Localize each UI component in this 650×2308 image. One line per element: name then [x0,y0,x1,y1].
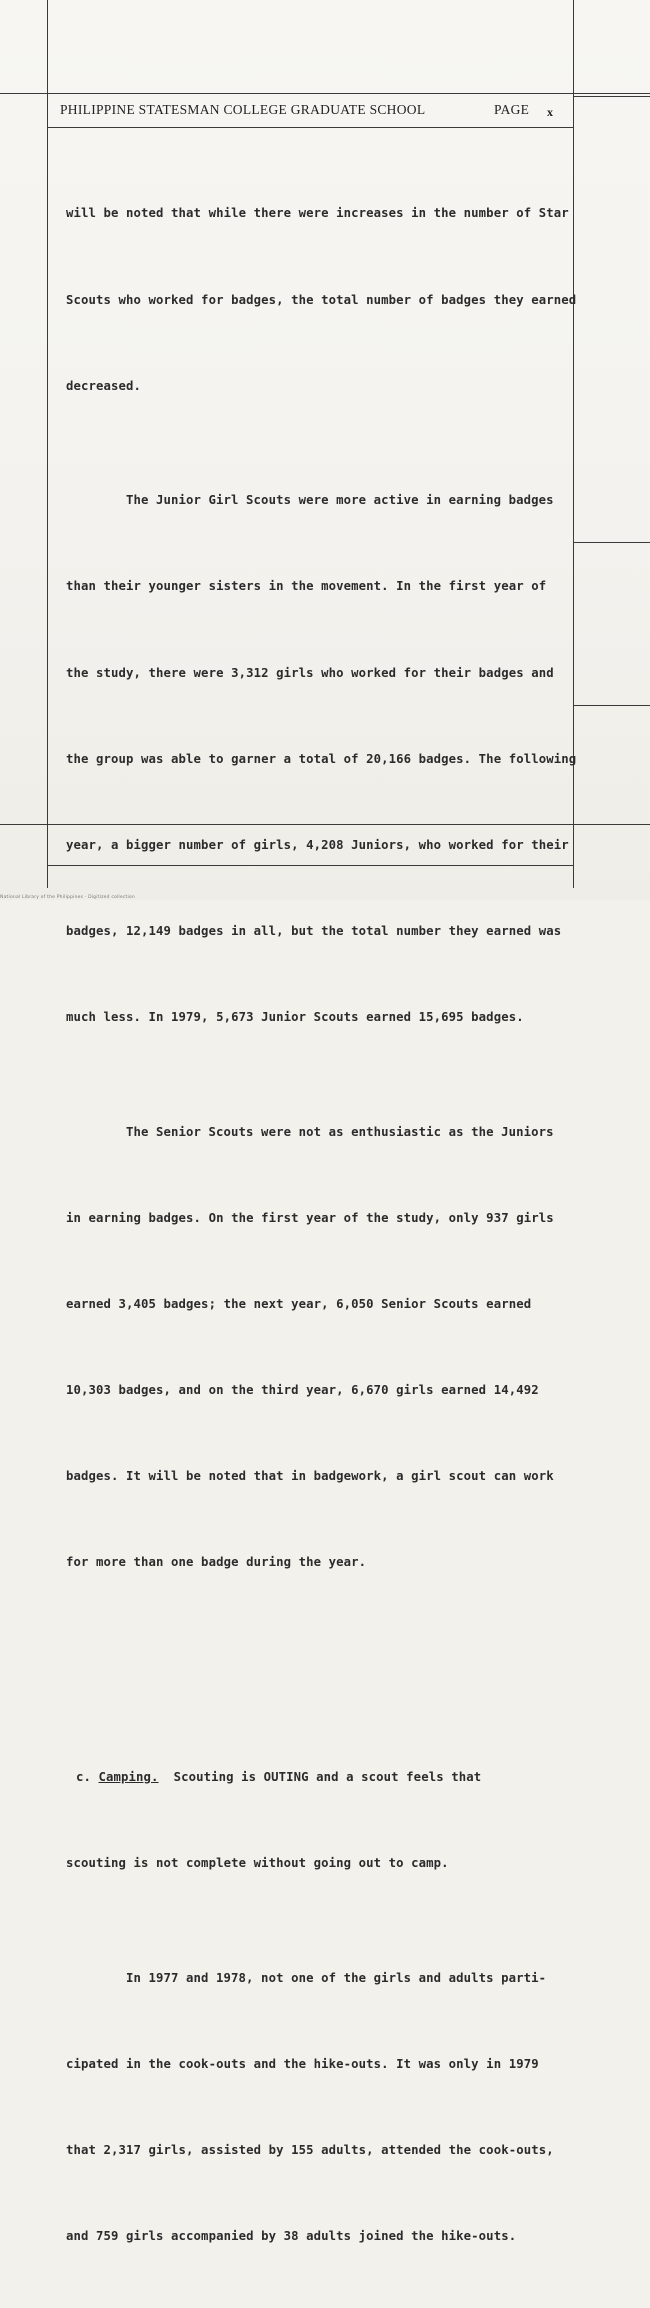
text-line: for more than one badge during the year. [66,1555,367,1570]
scan-footer-caption: National Library of the Philippines · Digitized collection [0,895,135,900]
text-line: The Senior Scouts were not as enthusiastic as the Juniors [126,1124,554,1139]
text-line: that 2,317 girls, assisted by 155 adults, attended the cook-outs, [66,2143,554,2158]
text-line: Scouts who worked for badges, the total number of badges they earned [66,292,577,307]
section-c-title: Camping. [98,1770,159,1785]
text-line: earned 3,405 badges; the next year, 6,050 Senior Scouts earned [66,1296,532,1311]
text-line: year, a bigger number of girls, 4,208 Juniors, who worked for their [66,837,569,852]
body-text [66,142,586,2308]
text-line: than their younger sisters in the movement. In the first year of [66,579,547,594]
page-number: x [547,105,554,119]
text-line: the group was able to garner a total of 20,166 badges. The following [66,751,577,766]
text-line: the study, there were 3,312 girls who worked for their badges and [66,665,554,680]
text-line: decreased. [66,378,142,393]
paragraph-gap [66,1663,586,1677]
left-margin-rule [47,0,48,888]
text-line: scouting is not complete without going out to camp. [66,1856,449,1871]
text-line: badges. It will be noted that in badgework, a girl scout can work [66,1469,554,1484]
text-line: 10,303 badges, and on the third year, 6,670 girls earned 14,492 [66,1383,539,1398]
school-name: PHILIPPINE STATESMAN COLLEGE GRADUATE SCHOOL [60,102,426,117]
text-line: will be noted that while there were increases in the number of Star [66,206,569,221]
text-line: much less. In 1979, 5,673 Junior Scouts earned 15,695 badges. [66,1009,524,1024]
text-line: badges, 12,149 badges in all, but the total number they earned was [66,923,562,938]
text-line: The Junior Girl Scouts were more active in earning badges [126,493,554,508]
section-c-heading [66,1763,586,1792]
page-header [60,102,560,122]
text-line: In 1977 and 1978, not one of the girls and adults parti- [126,1971,547,1986]
text-line: in earning badges. On the first year of the study, only 937 girls [66,1210,554,1225]
top-rule-inner [47,127,574,128]
right-margin-rule-1 [573,96,650,97]
top-rule-outer [0,93,650,94]
section-c-marker: c. [76,1770,92,1785]
page-label: PAGE [494,102,530,117]
text-line: cipated in the cook-outs and the hike-outs. It was only in 1979 [66,2057,539,2072]
text-line: and 759 girls accompanied by 38 adults joined the hike-outs. [66,2229,517,2244]
section-c-lead: Scouting is OUTING and a scout feels that [173,1770,482,1785]
